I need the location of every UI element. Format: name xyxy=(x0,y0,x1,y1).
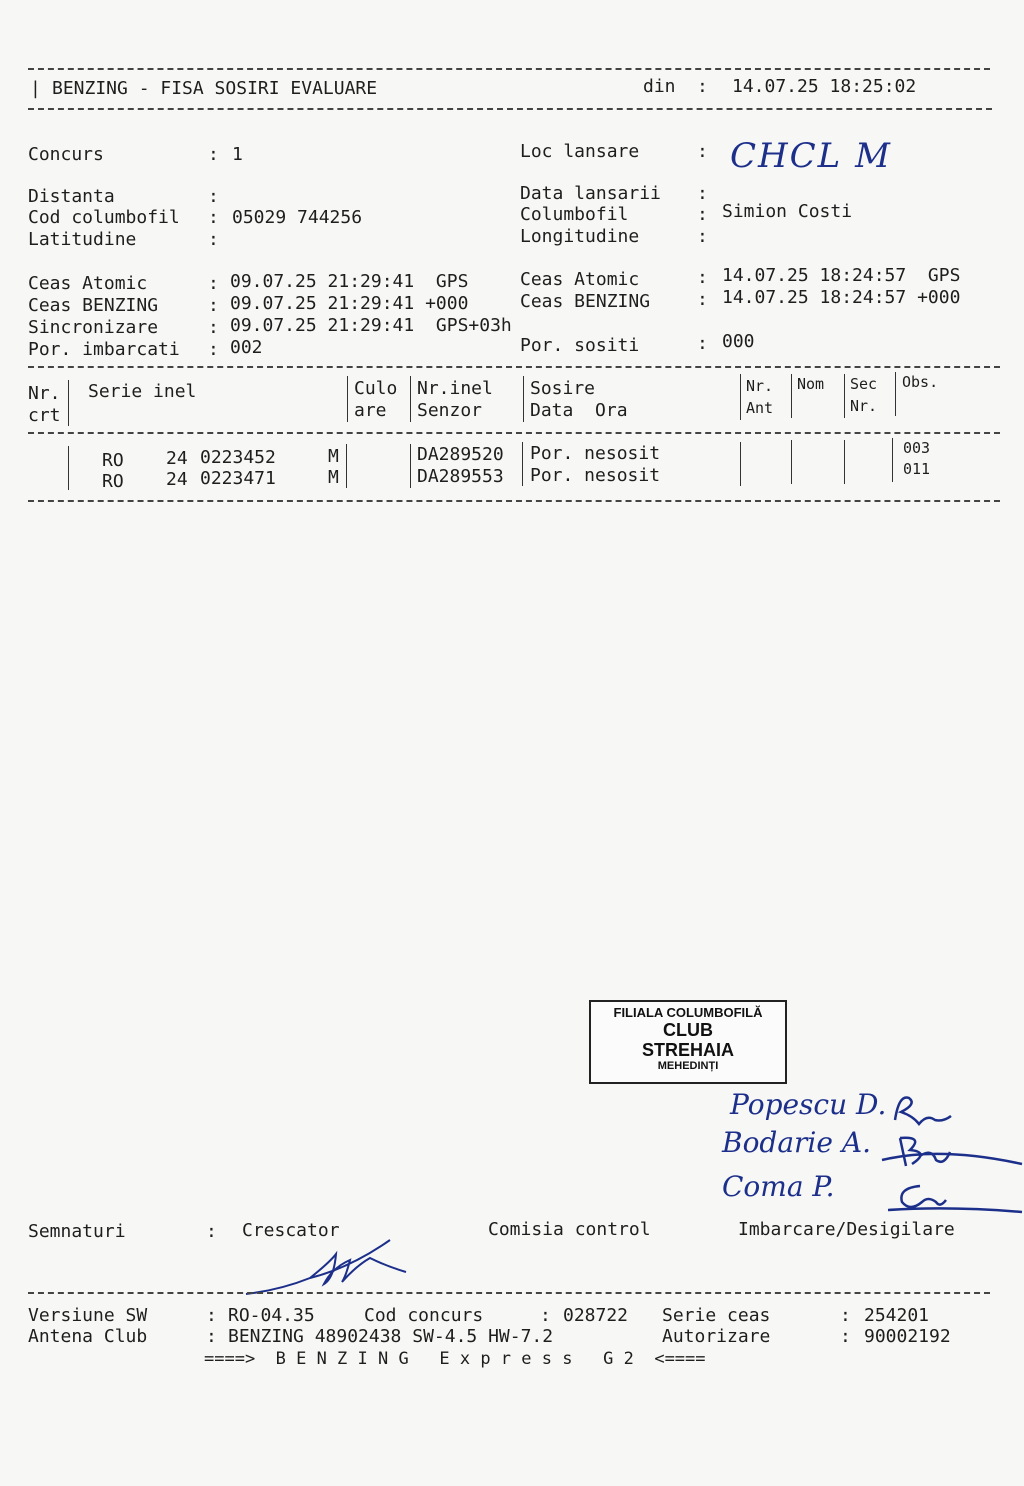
col-sep xyxy=(522,442,523,486)
din-label: din xyxy=(643,76,676,97)
row-senzor: DA289520 xyxy=(417,444,504,465)
serie-ceas-label: Serie ceas xyxy=(662,1305,771,1326)
versiune-value: RO-04.35 xyxy=(228,1305,315,1326)
footer-rule xyxy=(28,1292,990,1294)
th-sosire-1: Sosire xyxy=(530,378,596,399)
th-nr-ant-2: Ant xyxy=(746,399,774,417)
autorizare-colon: : xyxy=(840,1326,851,1347)
signature-mark-2 xyxy=(880,1130,1024,1174)
latitudine-label: Latitudine xyxy=(28,229,137,250)
antena-label: Antena Club xyxy=(28,1326,148,1347)
versiune-colon: : xyxy=(206,1305,217,1326)
th-serie-inel: Serie inel xyxy=(88,381,197,402)
col-sep xyxy=(740,374,741,420)
col-sep xyxy=(410,444,411,488)
ceas-benzing-start: 09.07.25 21:29:41 +000 xyxy=(230,293,469,314)
cod-concurs-label: Cod concurs xyxy=(364,1305,484,1326)
semnaturi-colon: : xyxy=(206,1221,217,1242)
col-sep xyxy=(347,376,348,422)
th-nr-crt-2: crt xyxy=(28,405,61,426)
autorizare-value: 90002192 xyxy=(864,1326,951,1347)
sincronizare-colon: : xyxy=(208,317,219,338)
ceas-benzing-colon: : xyxy=(208,295,219,316)
data-lansarii-label: Data lansarii xyxy=(520,183,661,204)
col-sep xyxy=(68,380,69,426)
cod-concurs-colon: : xyxy=(540,1305,551,1326)
stamp-line4: MEHEDINȚI xyxy=(657,1060,719,1072)
header-left-bar: | xyxy=(30,78,41,99)
table-top-rule xyxy=(28,366,1000,368)
ceas-atomic-start: 09.07.25 21:29:41 GPS xyxy=(230,271,469,292)
concurs-value: 1 xyxy=(232,144,243,165)
ceas-atomic-end-label: Ceas Atomic xyxy=(520,269,640,290)
stamp-line1: FILIALA COLUMBOFILĂ xyxy=(613,1005,763,1020)
col-sep xyxy=(844,440,845,484)
ceas-benzing-end-colon: : xyxy=(697,289,708,310)
header-top-rule xyxy=(28,68,990,70)
row-tara: RO xyxy=(102,471,124,492)
row-senzor: DA289553 xyxy=(417,466,504,487)
th-sec-1: Sec xyxy=(850,375,878,393)
din-colon: : xyxy=(697,76,708,97)
data-lansarii-colon: : xyxy=(697,183,708,204)
crescator-signature xyxy=(240,1238,410,1300)
handwritten-name-3: Coma P. xyxy=(722,1170,835,1203)
table-header-rule xyxy=(28,432,1000,434)
col-sep xyxy=(791,374,792,418)
row-sex: M xyxy=(328,467,339,488)
versiune-label: Versiune SW xyxy=(28,1305,148,1326)
cod-columbofil-label: Cod columbofil xyxy=(28,207,180,228)
imbarcare-label: Imbarcare/Desigilare xyxy=(738,1219,955,1240)
col-sep xyxy=(523,376,524,422)
page-title: BENZING - FISA SOSIRI EVALUARE xyxy=(52,78,378,99)
row-sex: M xyxy=(328,446,339,467)
th-nom: Nom xyxy=(797,375,825,393)
autorizare-label: Autorizare xyxy=(662,1326,771,1347)
concurs-colon: : xyxy=(208,144,219,165)
th-nr-ant-1: Nr. xyxy=(746,377,774,395)
handwritten-name-2: Bodarie A. xyxy=(722,1126,871,1159)
row-tara: RO xyxy=(102,450,124,471)
ceas-atomic-end: 14.07.25 18:24:57 GPS xyxy=(722,265,961,286)
latitudine-colon: : xyxy=(208,229,219,250)
longitudine-colon: : xyxy=(697,226,708,247)
cod-columbofil-value: 05029 744256 xyxy=(232,207,363,228)
col-sep xyxy=(892,438,893,482)
por-sositi-value: 000 xyxy=(722,331,755,352)
stamp-line2: CLUB xyxy=(663,1020,713,1040)
por-sositi-colon: : xyxy=(697,333,708,354)
cod-columbofil-colon: : xyxy=(208,207,219,228)
columbofil-value: Simion Costi xyxy=(722,201,853,222)
serie-ceas-value: 254201 xyxy=(864,1305,930,1326)
col-sep xyxy=(791,440,792,484)
din-value: 14.07.25 18:25:02 xyxy=(732,76,917,97)
ceas-benzing-label: Ceas BENZING xyxy=(28,295,159,316)
cod-concurs-value: 028722 xyxy=(563,1305,629,1326)
concurs-label: Concurs xyxy=(28,144,104,165)
antena-value: BENZING 48902438 SW-4.5 HW-7.2 xyxy=(228,1326,554,1347)
ceas-benzing-end: 14.07.25 18:24:57 +000 xyxy=(722,287,961,308)
th-culoare-2: are xyxy=(354,400,387,421)
th-obs: Obs. xyxy=(902,373,939,391)
sincronizare-label: Sincronizare xyxy=(28,317,159,338)
row-sosire: Por. nesosit xyxy=(530,465,661,486)
th-sosire-2: Data Ora xyxy=(530,400,628,421)
col-sep xyxy=(895,372,896,416)
table-bottom-rule xyxy=(28,500,1000,502)
antena-colon: : xyxy=(206,1326,217,1347)
serie-ceas-colon: : xyxy=(840,1305,851,1326)
row-obs: 011 xyxy=(903,460,931,478)
row-an: 24 xyxy=(166,469,188,490)
col-sep xyxy=(68,446,69,490)
loc-lansare-value: CHCL M xyxy=(730,136,892,176)
signature-mark-3 xyxy=(880,1176,1024,1216)
loc-lansare-label: Loc lansare xyxy=(520,141,640,162)
columbofil-colon: : xyxy=(697,204,708,225)
benzing-banner: ====> B E N Z I N G E x p r e s s G 2 <==== xyxy=(204,1349,706,1369)
row-an: 24 xyxy=(166,448,188,469)
th-nr-inel-2: Senzor xyxy=(417,400,483,421)
row-sosire: Por. nesosit xyxy=(530,443,661,464)
distanta-colon: : xyxy=(208,186,219,207)
row-obs: 003 xyxy=(903,439,931,457)
sincronizare-value: 09.07.25 21:29:41 GPS+03h xyxy=(230,315,512,336)
col-sep xyxy=(740,442,741,486)
longitudine-label: Longitudine xyxy=(520,226,640,247)
stamp-line3: STREHAIA xyxy=(641,1040,734,1060)
th-sec-2: Nr. xyxy=(850,397,878,415)
loc-lansare-colon: : xyxy=(697,141,708,162)
handwritten-name-1: Popescu D. xyxy=(730,1088,887,1121)
por-imbarcati-colon: : xyxy=(208,339,219,360)
semnaturi-label: Semnaturi xyxy=(28,1221,126,1242)
distanta-label: Distanta xyxy=(28,186,115,207)
ceas-benzing-end-label: Ceas BENZING xyxy=(520,291,651,312)
header-bottom-rule xyxy=(28,108,992,110)
por-sositi-label: Por. sositi xyxy=(520,335,640,356)
por-imbarcati-value: 002 xyxy=(230,337,263,358)
comisia-label: Comisia control xyxy=(488,1219,651,1240)
crescator-label: Crescator xyxy=(242,1220,340,1241)
signature-mark-1 xyxy=(885,1090,965,1130)
col-sep xyxy=(844,374,845,418)
th-nr-crt-1: Nr. xyxy=(28,383,61,404)
col-sep xyxy=(346,444,347,488)
por-imbarcati-label: Por. imbarcati xyxy=(28,339,180,360)
row-serie: 0223471 xyxy=(200,468,276,489)
club-stamp xyxy=(589,1000,787,1084)
th-nr-inel-1: Nr.inel xyxy=(417,378,493,399)
ceas-atomic-end-colon: : xyxy=(697,267,708,288)
ceas-atomic-label: Ceas Atomic xyxy=(28,273,148,294)
columbofil-label: Columbofil xyxy=(520,204,629,225)
col-sep xyxy=(410,376,411,422)
row-serie: 0223452 xyxy=(200,447,276,468)
th-culoare-1: Culo xyxy=(354,378,398,399)
ceas-atomic-colon: : xyxy=(208,273,219,294)
